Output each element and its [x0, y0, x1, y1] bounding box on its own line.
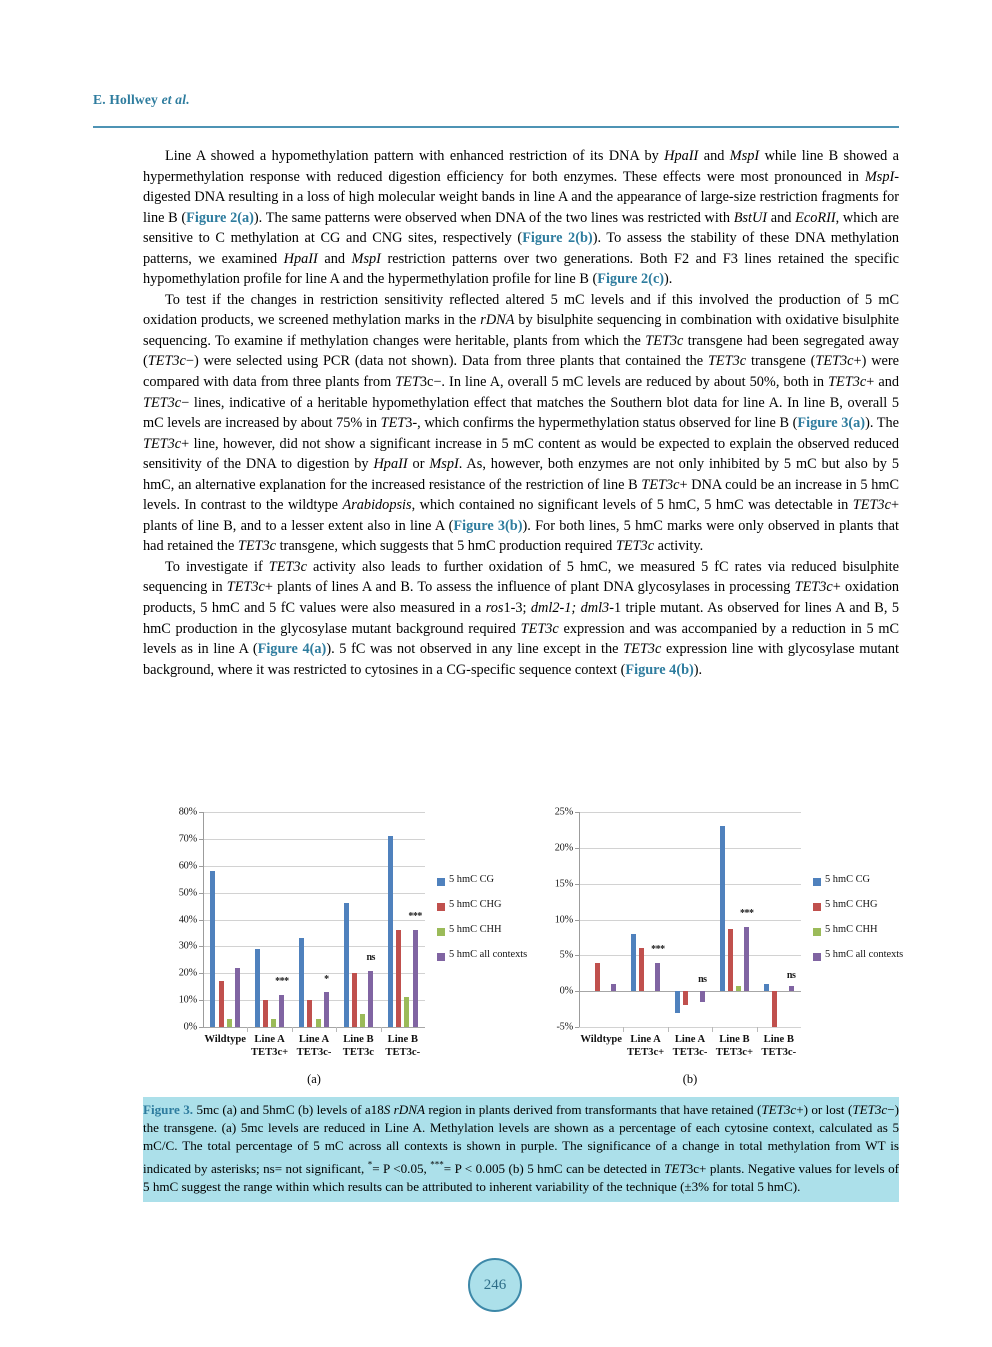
page-number [468, 1258, 522, 1312]
bar [789, 986, 794, 991]
gridline [203, 812, 425, 813]
bar [675, 991, 680, 1013]
x-axis-category-label [297, 1034, 332, 1059]
legend-label: 5 hmC all contexts [825, 949, 904, 960]
bar [764, 984, 769, 991]
legend-swatch [813, 953, 821, 961]
x-axis-tick-label: TET3c- [672, 1046, 708, 1058]
x-axis-tick-label: Line A [674, 1034, 706, 1045]
bar [728, 929, 733, 991]
category-separator [623, 1027, 624, 1032]
bar [316, 1019, 321, 1027]
x-axis-category-label [204, 1034, 246, 1047]
gridline [579, 1027, 801, 1028]
legend-label: 5 hmC CG [825, 874, 871, 885]
significance-annotation: ns [786, 970, 796, 982]
bar [299, 938, 304, 1027]
figure-3 [143, 800, 904, 1100]
page-number-value: 246 [483, 1276, 507, 1293]
y-axis-tick-label: 0% [183, 1021, 197, 1033]
bar [324, 992, 329, 1027]
significance-annotation: ns [366, 952, 375, 964]
gridline [579, 955, 801, 956]
y-axis-tick-label: 60% [178, 860, 197, 872]
running-head-author: E. Hollwey [93, 92, 162, 107]
x-axis-tick-label: Line A [630, 1034, 661, 1045]
panel-label: (a) [307, 1072, 321, 1086]
bar [235, 968, 240, 1027]
bar [639, 948, 644, 991]
bar [279, 995, 284, 1027]
y-axis-tick [199, 1027, 203, 1028]
legend-swatch [437, 953, 445, 961]
gridline [579, 884, 801, 885]
x-axis-tick-label: Line B [763, 1034, 794, 1045]
category-separator [292, 1027, 293, 1032]
y-axis-tick-label: 20% [554, 842, 573, 854]
y-axis-tick-label: 80% [178, 806, 197, 818]
gridline [579, 812, 801, 813]
chart-panel-a [151, 800, 528, 1086]
y-axis-line [203, 812, 204, 1027]
paragraph: To test if the changes in restriction sensitivity reflected altered 5 mC levels and if this involved the production of 5 mC oxidation products, we screened methylation marks in the rDNA by bisulphite sequencing in combination with oxidative bisulphite sequencing. To examine if methylation changes were heritable, plants from which the TET3c transgene had been segregated away (TET3c−) were selected using PCR (data not shown). Data from three plants that contained the TET3c transgene (TET3c+) were compared with data from three plants from TET3c−. In line A, overall 5 mC levels are reduced by about 50%, both in TET3c+ and TET3c− lines, indicative of a heritable hypomethylation effect that matches the Southern blot data for line A. In line B, overall 5 mC levels are increased by about 75% in TET3-, which confirms the hypermethylation status observed for line B (Figure 3(a)). The TET3c+ line, however, did not show a significant increase in 5 mC content as would be expected to explain the observed reduced sensitivity of the DNA to digestion by HpaII or MspI. As, however, both enzymes are not only inhibited by 5 mC but also by 5 hmC, an alternative explanation for the increased resistance of the restriction of line B TET3c+ DNA could be an increase in 5 hmC levels. In contrast to the wildtype Arabidopsis, which contained no significant levels of 5 hmC, 5 hmC was detectable in TET3c+ plants of line B, and to a lesser extent also in line A (Figure 3(b)). For both lines, 5 hmC marks were only observed in plants that had retained the TET3c transgene, which suggests that 5 hmC production required TET3c activity. [143, 291, 900, 555]
y-axis-tick-label: 50% [178, 887, 197, 899]
bar [683, 991, 688, 1005]
significance-annotation: * [324, 973, 329, 985]
bar [396, 930, 401, 1027]
gridline [579, 848, 801, 849]
bar [744, 927, 749, 992]
bar [344, 903, 349, 1027]
x-axis-tick-label: Line B [719, 1034, 750, 1045]
x-axis-tick-label: Wildtype [580, 1034, 622, 1045]
significance-annotation: *** [651, 944, 665, 956]
y-axis-tick-label: 15% [554, 878, 573, 890]
x-axis-tick-label: Line B [387, 1034, 418, 1045]
x-axis-tick-label: TET3c [342, 1046, 374, 1058]
x-axis-tick-label: TET3c+ [250, 1046, 289, 1058]
x-axis-tick-label: TET3c- [761, 1046, 797, 1058]
bar [307, 1000, 312, 1027]
significance-annotation: *** [275, 976, 289, 988]
bar [413, 930, 418, 1027]
significance-annotation: ns [698, 973, 707, 985]
bar [255, 949, 260, 1027]
category-separator [712, 1027, 713, 1032]
gridline [579, 920, 801, 921]
y-axis-tick-label: 0% [559, 985, 573, 997]
significance-annotation: *** [739, 907, 754, 919]
bar [772, 991, 777, 1027]
x-axis-tick-label: Line A [254, 1034, 285, 1045]
y-axis-tick-label: 5% [559, 949, 573, 961]
gridline [203, 1027, 425, 1028]
legend-label: 5 hmC all contexts [449, 949, 528, 960]
x-axis-category-label [761, 1034, 796, 1059]
bar [263, 1000, 268, 1027]
x-axis-tick-label: Line A [298, 1034, 330, 1045]
legend-label: 5 hmC CHH [449, 924, 502, 935]
y-axis-tick-label: 20% [178, 967, 197, 979]
y-axis-tick-label: -5% [556, 1021, 573, 1033]
legend-swatch [437, 878, 445, 886]
legend-swatch [437, 903, 445, 911]
y-axis-tick-label: 70% [178, 833, 197, 845]
category-separator [336, 1027, 337, 1032]
y-axis-tick [575, 1027, 579, 1028]
y-axis-tick-label: 40% [178, 914, 197, 925]
y-axis-tick-label: 10% [178, 994, 197, 1006]
bar [388, 836, 393, 1027]
figure-caption [143, 1097, 899, 1202]
bar [219, 981, 224, 1027]
bar [655, 963, 660, 992]
bar [368, 971, 373, 1027]
paragraph: Line A showed a hypomethylation pattern with enhanced restriction of its DNA by HpaII and MspI while line B showed a hypermethylation response with reduced digestion efficiency for both enzymes. These effects were most pronounced in MspI-digested DNA resulting in a loss of high molecular weight bands in line A and the appearance of large-size restriction fragments for line B (Figure 2(a)). The same patterns were observed when DNA of the two lines was restricted with BstUI and EcoRII, which are sensitive to C methylation at CG and CNG sites, respectively (Figure 2(b)). To assess the stability of these DNA methylation patterns, we examined HpaII and MspI restriction patterns over two generations. Both F2 and F3 lines retained the specific hypomethylation profile for line A and the hypermethylation profile for line B (Figure 2(c)). [143, 148, 899, 288]
legend-label: 5 hmC CHG [449, 899, 502, 910]
legend-swatch [813, 903, 821, 911]
figure-number: Figure 3. [143, 1102, 194, 1117]
bar [271, 1019, 276, 1027]
legend-label: 5 hmC CHH [825, 924, 878, 935]
y-axis-tick-label: 10% [554, 914, 573, 925]
x-axis-tick-label: Wildtype [204, 1034, 246, 1045]
category-separator [668, 1027, 669, 1032]
bar [210, 871, 215, 1027]
significance-annotation: *** [408, 910, 422, 922]
x-axis-category-label [627, 1034, 664, 1059]
header-rule [93, 126, 899, 128]
legend-swatch [437, 928, 445, 936]
x-axis-tick-label: Line B [343, 1034, 374, 1045]
bar [611, 984, 616, 991]
x-axis-category-label [716, 1034, 753, 1059]
bar [360, 1014, 365, 1027]
y-axis-tick-label: 25% [554, 806, 573, 818]
x-axis-category-label [385, 1034, 420, 1059]
legend-swatch [813, 878, 821, 886]
bar [631, 934, 636, 991]
bar [404, 997, 409, 1027]
figure-caption-text: 5mc (a) and 5hmC (b) levels of a18S rDNA region in plants derived from transformants that have retained (TET3c+) or lost (TET3c−) the transgene. (a) 5mc levels are reduced in Line A. Methylation levels are shown as a percentage of each cytosine context, calculated as 5 mC/C. The total percentage of 5 mC across all contexts is shown in purple. The significance of a change in total methylation from WT is indicated by asterisks; ns= not significant, *= P <0.05, ***= P < 0.005 (b) 5 hmC can be detected in TET3c+ plants. Negative values for levels of 5 hmC suggest the range within which results can be attributed to inherent variability of the technique (±3% for total 5 hmC). [143, 1102, 899, 1195]
x-axis-category-label [580, 1034, 622, 1047]
x-axis-category-label [673, 1034, 708, 1059]
x-axis-tick-label: TET3c+ [715, 1046, 754, 1058]
panel-label: (b) [682, 1072, 698, 1086]
x-axis-category-label [251, 1034, 288, 1059]
bar [595, 963, 600, 992]
category-separator [381, 1027, 382, 1032]
x-axis-tick-label: TET3c+ [626, 1046, 665, 1058]
y-axis-tick-label: 30% [178, 940, 197, 952]
bar [352, 973, 357, 1027]
running-head-etal: et al. [161, 92, 190, 107]
body-column [143, 146, 899, 680]
x-axis-category-label [343, 1034, 374, 1059]
y-axis-line [579, 812, 580, 1027]
bar [736, 986, 741, 991]
legend-swatch [813, 928, 821, 936]
running-head [93, 92, 190, 108]
paragraph: To investigate if TET3c activity also leads to further oxidation of 5 hmC, we measured 5 fC rates via reduced bisulphite sequencing in TET3c+ plants of lines A and B. To assess the influence of plant DNA glycosylases in processing TET3c+ oxidation products, 5 hmC and 5 fC values were also measured in a ros1-3; dml2-1; dml3-1 triple mutant. As observed for lines A and B, 5 hmC production in the glycosylase mutant background required TET3c expression and was accompanied by a reduction in 5 mC levels as in line A (Figure 4(a)). 5 fC was not observed in any line except in the TET3c expression line with glycosylase mutant background, where it was restricted to cytosines in a CG-specific sequence context (Figure 4(b)). [143, 558, 899, 678]
chart-panel-b [521, 800, 904, 1086]
x-axis-tick-label: TET3c- [296, 1046, 332, 1058]
bar [700, 991, 705, 1002]
bar [720, 826, 725, 991]
legend-label: 5 hmC CG [449, 874, 495, 885]
category-separator [247, 1027, 248, 1032]
legend-label: 5 hmC CHG [825, 899, 878, 910]
x-axis-tick-label: TET3c- [385, 1046, 421, 1058]
bar [227, 1019, 232, 1027]
category-separator [757, 1027, 758, 1032]
